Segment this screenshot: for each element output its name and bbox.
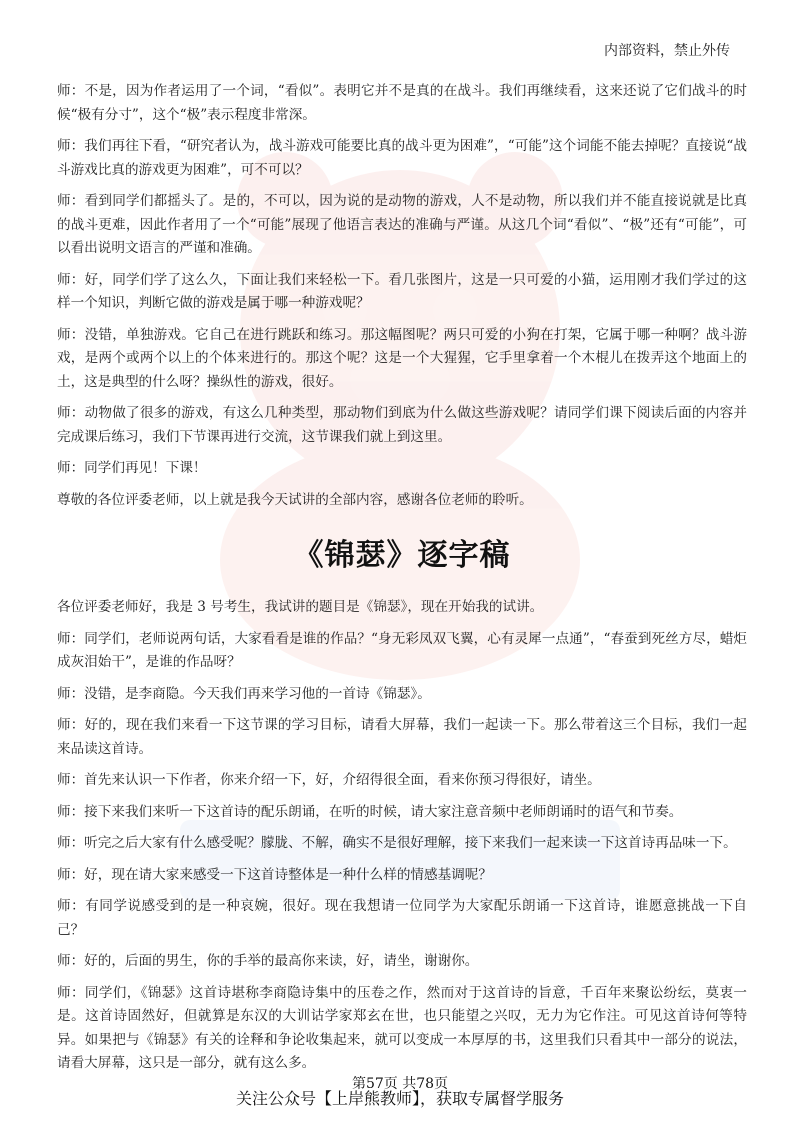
paragraph: 师：不是，因为作者运用了一个词，“看似”。表明它并不是真的在战斗。我们再继续看，这来还说了它们战斗的时候“极有分寸”，这个“极”表示程度非常深。	[57, 83, 747, 123]
section-lesson-end	[57, 80, 747, 512]
paragraph: 师：同学们，《锦瑟》这首诗堪称李商隐诗集中的压卷之作，然而对于这首诗的旨意，千百年来聚讼纷纭，莫衷一是。这首诗固然好，但就算是东汉的大训诂学家郑玄在世，也只能望之兴叹，无力为它作注。可见这首诗何等特异。如果把与《锦瑟》有关的诠释和争论收集起来，就可以变成一本厚厚的书，这里我们只看其中一部分的说法，请看大屏幕，这只是一部分，就有这么多。	[57, 984, 747, 1071]
paragraph: 师：好，同学们学了这么久，下面让我们来轻松一下。看几张图片，这是一只可爱的小猫，运用刚才我们学过的这样一个知识，判断它做的游戏是属于哪一种游戏呢？	[57, 271, 747, 311]
header-note: 内部资料，禁止外传	[604, 43, 730, 59]
section-title: 《锦瑟》逐字稿	[293, 538, 511, 573]
paragraph: 师：有同学说感受到的是一种哀婉，很好。现在我想请一位同学为大家配乐朗诵一下这首诗，谁愿意挑战一下自己？	[57, 898, 747, 938]
paragraph: 尊敬的各位评委老师，以上就是我今天试讲的全部内容，感谢各位老师的聆听。	[57, 491, 533, 508]
paragraph: 师：我们再往下看，“研究者认为，战斗游戏可能要比真的战斗更为困难”，“可能”这个词能不能去掉呢？直接说“战斗游戏比真的游戏更为困难”，可不可以？	[57, 138, 747, 178]
document-body	[57, 80, 747, 1084]
footer-promo: 关注公众号【上岸熊教师】，获取专属督学服务	[235, 1089, 564, 1108]
paragraph: 师：好的，后面的男生，你的手举的最高你来读，好，请坐，谢谢你。	[57, 953, 479, 969]
paragraph: 师：听完之后大家有什么感受呢？朦胧、不解，确实不是很好理解，接下来我们一起来读一下这首诗再品味一下。	[57, 835, 737, 851]
paragraph: 师：同学们，老师说两句话，大家看看是谁的作品？“身无彩凤双飞翼，心有灵犀一点通”，“春蚕到死丝方尽，蜡炬成灰泪始干”，是谁的作品呀？	[57, 630, 747, 670]
paragraph: 师：同学们再见！下课！	[57, 460, 207, 476]
paragraph: 师：首先来认识一下作者，你来介绍一下，好，介绍得很全面，看来你预习得很好，请坐。	[57, 772, 601, 788]
paragraph: 师：动物做了很多的游戏，有这么几种类型，那动物们到底为什么做这些游戏呢？请同学们课下阅读后面的内容并完成课后练习，我们下节课再进行交流，这节课我们就上到这里。	[57, 405, 747, 445]
paragraph: 师：没错，单独游戏。它自己在进行跳跃和练习。那这幅图呢？两只可爱的小狗在打架，它属于哪一种啊？战斗游戏，是两个或两个以上的个体来进行的。那这个呢？这是一个大猩猩，它手里拿着一个木棍儿在拨弄这个地面上的土，这是典型的什么呀？操纵性的游戏，很好。	[57, 326, 747, 390]
page-number: 第57页 共78页	[351, 1076, 449, 1092]
paragraph: 师：没错，是李商隐。今天我们再来学习他的一首诗《锦瑟》。	[57, 685, 431, 702]
paragraph: 师：接下来我们来听一下这首诗的配乐朗诵，在听的时候，请大家注意音频中老师朗诵时的语气和节奏。	[57, 803, 683, 820]
paragraph: 师：好的，现在我们来看一下这节课的学习目标，请看大屏幕，我们一起读一下。那么带着这三个目标，我们一起来品读这首诗。	[57, 717, 747, 757]
section-jinse	[57, 596, 747, 1076]
paragraph: 师：看到同学们都摇头了。是的，不可以，因为说的是动物的游戏，人不是动物，所以我们并不能直接说就是比真的战斗更难，因此作者用了一个“可能”展现了他语言表达的准确与严谨。从这几个词“看似”、“极”还有“可能”，可以看出说明文语言的严谨和准确。	[57, 193, 747, 256]
paragraph: 师：好，现在请大家来感受一下这首诗整体是一种什么样的情感基调呢？	[57, 866, 492, 883]
paragraph: 各位评委老师好，我是 3 号考生，我试讲的题目是《锦瑟》，现在开始我的试讲。	[57, 599, 544, 615]
